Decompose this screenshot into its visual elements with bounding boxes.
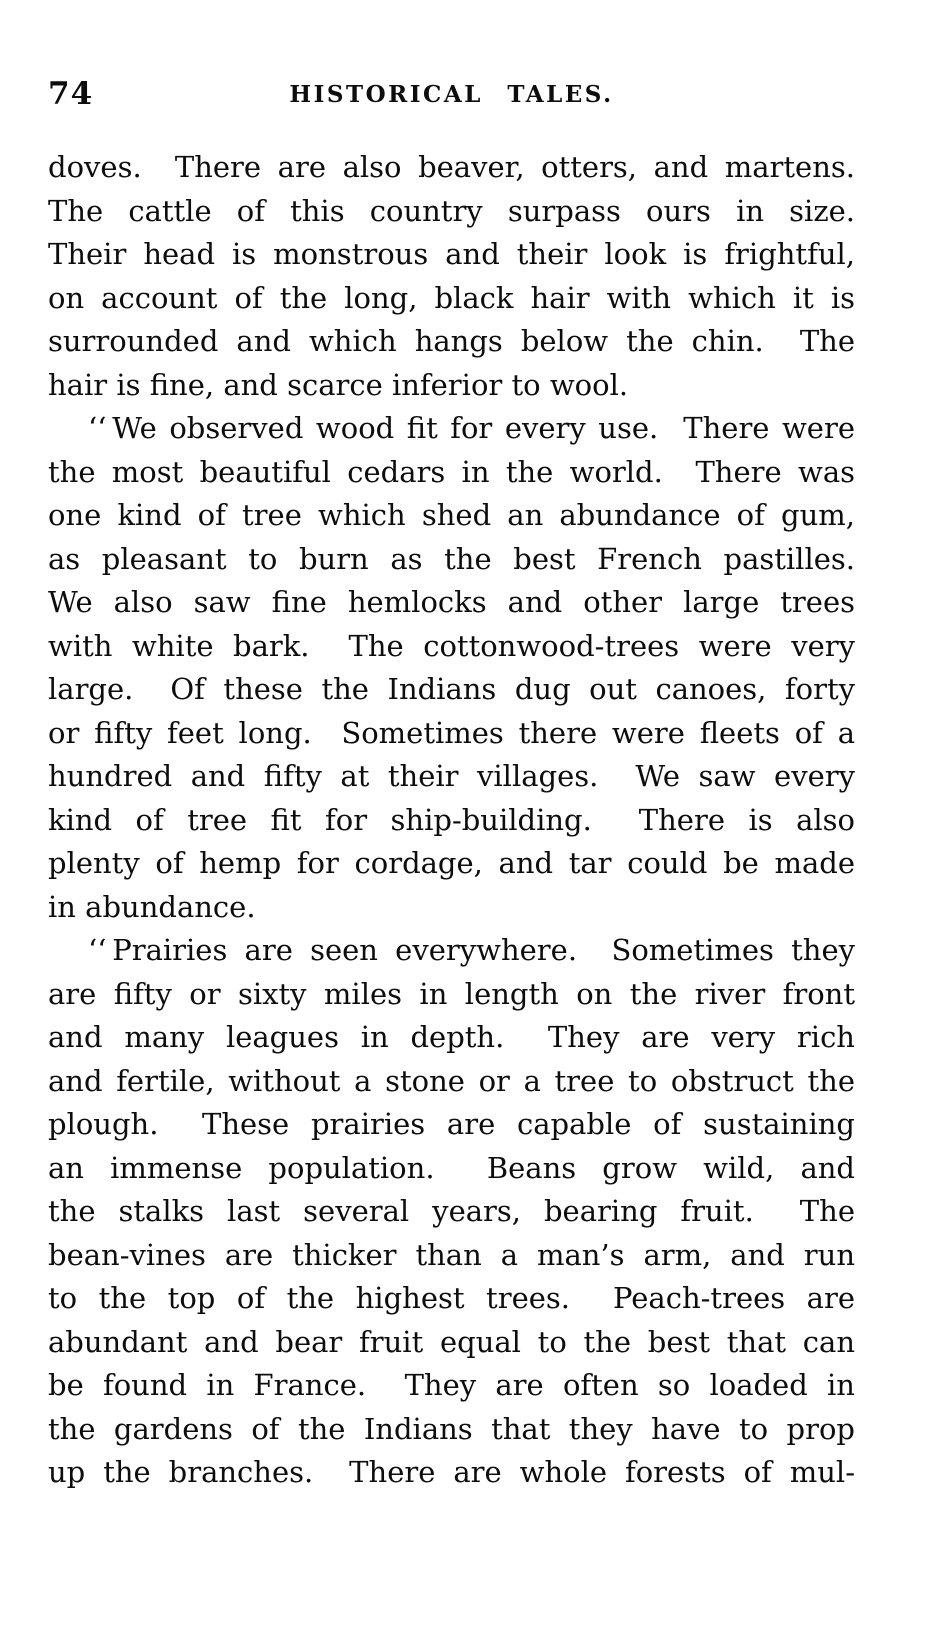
text-line: the most beautiful cedars in the world. There was <box>48 454 855 489</box>
text-line: doves. There are also beaver, otters, and martens. <box>48 150 855 184</box>
text-line: hair is fine, and scarce inferior to wool. <box>48 367 629 402</box>
page-number: 74 <box>48 76 94 112</box>
page-header <box>48 76 855 110</box>
paragraph <box>48 929 855 1495</box>
text-line: are fifty or sixty miles in length on the river front <box>48 976 855 1011</box>
text-line: as pleasant to burn as the best French pastilles. <box>48 541 855 576</box>
text-line: surrounded and which hangs below the chin. The <box>48 324 855 358</box>
text-line: and fertile, without a stone or a tree to obstruct the <box>48 1063 855 1098</box>
text-line: bean-vines are thicker than a man’s arm, and run <box>48 1237 855 1272</box>
text-line: plough. These prairies are capable of sustaining <box>48 1107 855 1141</box>
text-line: be found in France. They are often so loaded in <box>48 1368 855 1402</box>
text-line: We also saw fine hemlocks and other large trees <box>48 585 855 619</box>
text-line: one kind of tree which shed an abundance of gum, <box>48 498 855 532</box>
text-line: ‘‘ Prairies are seen everywhere. Sometimes they <box>88 933 855 967</box>
text-line: ‘‘ We observed wood fit for every use. There were <box>88 411 855 445</box>
body-text <box>48 146 855 1495</box>
text-line: or fifty feet long. Sometimes there were fleets of a <box>48 715 855 750</box>
text-line: an immense population. Beans grow wild, and <box>48 1150 855 1185</box>
text-line: on account of the long, black hair with which it is <box>48 280 855 315</box>
text-line: in abundance. <box>48 889 256 924</box>
text-line: abundant and bear fruit equal to the best that can <box>48 1324 855 1359</box>
text-line: and many leagues in depth. They are very rich <box>48 1020 855 1054</box>
running-head: HISTORICAL TALES. <box>289 81 614 108</box>
text-line: hundred and fifty at their villages. We saw every <box>48 759 855 793</box>
text-line: to the top of the highest trees. Peach-trees are <box>48 1281 855 1315</box>
text-line: The cattle of this country surpass ours in size. <box>48 193 855 228</box>
text-line: up the branches. There are whole forests of mul- <box>48 1455 855 1489</box>
text-line: Their head is monstrous and their look is frightful, <box>48 237 855 271</box>
paragraph <box>48 407 855 929</box>
text-line: the stalks last several years, bearing fruit. The <box>48 1194 855 1228</box>
text-line: large. Of these the Indians dug out canoes, forty <box>48 672 855 706</box>
text-line: kind of tree fit for ship-building. There is also <box>48 802 855 837</box>
text-line: the gardens of the Indians that they have to prop <box>48 1411 855 1446</box>
text-line: plenty of hemp for cordage, and tar could be made <box>48 846 855 880</box>
paragraph <box>48 146 855 407</box>
text-line: with white bark. The cottonwood-trees were very <box>48 628 855 663</box>
